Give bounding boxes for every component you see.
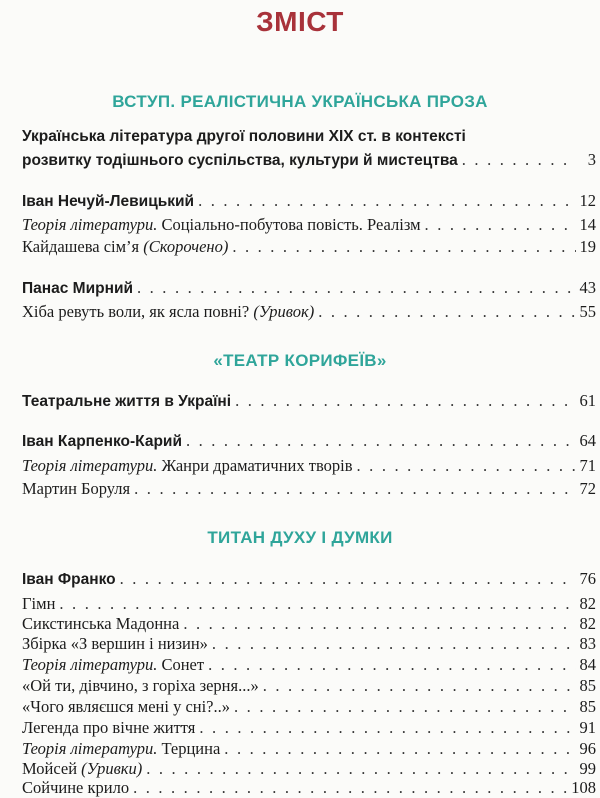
toc-entry-franko [22, 569, 596, 590]
entry-title: Мойсей [22, 759, 78, 778]
section-heading-theatre: «ТЕАТР КОРИФЕЇВ» [213, 351, 387, 370]
toc-entry-lehenda [22, 718, 596, 738]
page-number: 14 [579, 215, 596, 234]
entry-title: Збірка «З вершин і низин» [22, 634, 208, 653]
entry-title: Іван Нечуй-Левицький [22, 193, 195, 210]
entry-title: Сикстинська Мадонна [22, 614, 180, 633]
toc-entry-kaidasheva [22, 237, 596, 257]
page-number: 3 [587, 150, 596, 169]
entry-title: Іван Карпенко-Карий [22, 433, 182, 450]
entry-theory-label: Теорія літератури. [22, 456, 158, 475]
entry-theory-label: Теорія літератури. [22, 655, 158, 674]
toc-entry-madonna [22, 614, 596, 634]
entry-title: Гімн [22, 594, 56, 613]
dot-leader [234, 697, 575, 717]
page-number: 71 [579, 456, 596, 475]
toc-entry-z-vershyn [22, 634, 596, 654]
page-number: 85 [579, 676, 596, 695]
dot-leader [212, 634, 576, 654]
entry-title: Сойчине крило [22, 778, 130, 797]
toc-entry-myrnyi [22, 278, 596, 299]
toc-entry-theory-drama [22, 456, 596, 476]
page-number: 85 [579, 697, 596, 716]
toc-entry-choho-yavliaieshsia [22, 697, 596, 717]
toc-entry-karpenko [22, 431, 596, 452]
dot-leader [183, 614, 575, 634]
entry-title: Іван Франко [22, 571, 116, 588]
page-number: 84 [579, 655, 596, 674]
dot-leader [208, 655, 575, 675]
entry-title: «Чого являєшся мені у сні?..» [22, 697, 231, 716]
page-number: 108 [571, 778, 596, 797]
page-number: 43 [579, 278, 596, 297]
entry-title: Терцина [157, 739, 221, 758]
entry-title: Жанри драматичних творів [157, 456, 353, 475]
page-number: 82 [579, 614, 596, 633]
page-number: 12 [579, 191, 596, 210]
dot-leader [425, 215, 576, 235]
entry-title: Мартин Боруля [22, 479, 131, 498]
page-number: 61 [579, 391, 596, 410]
dot-leader [198, 191, 575, 211]
page-number: 99 [579, 759, 596, 778]
entry-note: (Уривок) [253, 302, 315, 321]
dot-leader [357, 456, 576, 476]
page-title: ЗМІСТ [256, 6, 344, 37]
page-number: 19 [579, 237, 596, 256]
dot-leader [137, 278, 576, 298]
toc-entry-oi-ty-divchyno [22, 676, 596, 696]
entry-theory-label: Теорія літератури. [22, 215, 158, 234]
page-number: 91 [579, 718, 596, 737]
entry-title: Кайдашева сім’я [22, 237, 140, 256]
entry-title-line1: Українська література другої половини XIX ст. в контексті [22, 128, 466, 145]
page-number: 76 [579, 569, 596, 588]
page-number: 82 [579, 594, 596, 613]
dot-leader [59, 594, 575, 614]
entry-title: Хіба ревуть воли, як ясла повні? [22, 302, 250, 321]
dot-leader [133, 778, 567, 798]
toc-entry-khiba-revut [22, 302, 596, 322]
section-heading-titan: ТИТАН ДУХУ І ДУМКИ [207, 528, 393, 547]
dot-leader [318, 302, 575, 322]
toc-entry-himn [22, 594, 596, 614]
entry-title-line2: розвитку тодішнього суспільства, культури й мистецтва [22, 152, 458, 169]
dot-leader [232, 237, 575, 257]
toc-entry-theory-sonnet [22, 655, 596, 675]
dot-leader [263, 676, 576, 696]
entry-title: Легенда про вічне життя [22, 718, 196, 737]
toc-entry-soichyne-krylo [22, 778, 596, 798]
entry-title: Соціально-побутова повість. Реалізм [157, 215, 421, 234]
page-number: 83 [579, 634, 596, 653]
dot-leader [146, 759, 575, 779]
section-heading-intro: ВСТУП. РЕАЛІСТИЧНА УКРАЇНСЬКА ПРОЗА [112, 92, 488, 111]
toc-entry-theory-tercet [22, 739, 596, 759]
page-number: 72 [579, 479, 596, 498]
dot-leader [186, 431, 576, 451]
dot-leader [120, 569, 576, 589]
dot-leader [224, 739, 575, 759]
toc-entry-moisei [22, 759, 596, 779]
page-number: 64 [579, 431, 596, 450]
dot-leader [462, 150, 576, 170]
toc-entry-theatre-life [22, 391, 596, 412]
entry-note: (Скорочено) [143, 237, 229, 256]
entry-title: Панас Мирний [22, 280, 133, 297]
entry-title: Театральне життя в Україні [22, 393, 232, 410]
dot-leader [134, 479, 575, 499]
entry-title: Сонет [157, 655, 205, 674]
dot-leader [235, 391, 575, 411]
dot-leader [199, 718, 575, 738]
entry-theory-label: Теорія літератури. [22, 739, 158, 758]
toc-entry-nechui [22, 191, 596, 212]
toc-entry-literature-overview [0, 128, 600, 172]
page-number: 96 [579, 739, 596, 758]
toc-entry-theory-realism [22, 215, 596, 235]
toc-entry-martyn-borulia [22, 479, 596, 499]
entry-title: «Ой ти, дівчино, з горіха зерня...» [22, 676, 259, 695]
entry-note: (Уривки) [81, 759, 143, 778]
page-number: 55 [579, 302, 596, 321]
